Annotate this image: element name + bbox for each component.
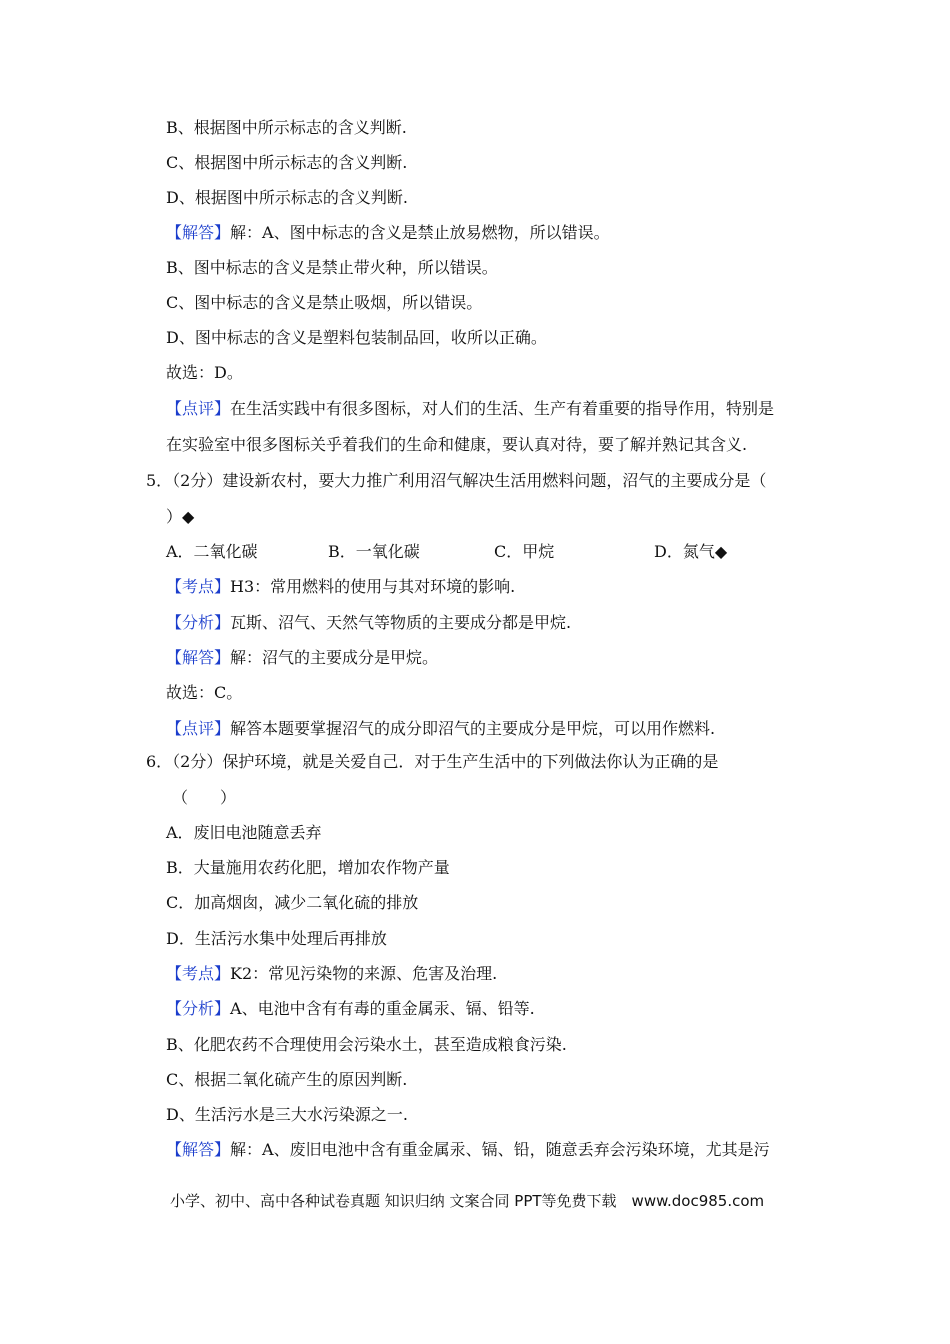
jieda-line <box>166 647 438 669</box>
q5-option-a: A．二氧化碳 <box>166 542 258 561</box>
question-6-stem-cont: （ ） <box>172 788 237 807</box>
fenxi-cont: C、根据二氧化硫产生的原因判断. <box>166 1070 408 1089</box>
fenxi-cont: B、化肥农药不合理使用会污染水土，甚至造成粮食污染. <box>166 1035 567 1054</box>
answer-text: 解：A、图中标志的含义是禁止放易燃物，所以错误。 <box>230 223 610 242</box>
question-5-stem-cont: ）◆ <box>166 507 195 526</box>
dianping-tag: 【点评】 <box>166 719 231 738</box>
jieda-text: 解：沼气的主要成分是甲烷。 <box>230 648 439 667</box>
fenxi-text: 瓦斯、沼气、天然气等物质的主要成分都是甲烷. <box>230 613 572 632</box>
fenxi-cont: D、生活污水是三大水污染源之一. <box>166 1105 408 1124</box>
q5-option-c: C．甲烷 <box>494 542 555 561</box>
q6-option-a: A．废旧电池随意丢弃 <box>166 823 322 842</box>
text-line: D、图中标志的含义是塑料包装制品回，收所以正确。 <box>166 328 547 347</box>
review-cont: 在实验室中很多图标关乎着我们的生命和健康，要认真对待，要了解并熟记其含义. <box>166 435 748 454</box>
jieda-tag: 【解答】 <box>166 648 231 667</box>
fenxi-line <box>166 998 535 1020</box>
kaodian-line <box>166 963 497 985</box>
q6-option-c: C．加高烟囱，减少二氧化硫的排放 <box>166 893 419 912</box>
choice-line: 故选：D。 <box>166 363 243 382</box>
fenxi-tag: 【分析】 <box>166 613 231 632</box>
kaodian-tag: 【考点】 <box>166 964 231 983</box>
q6-option-b: B．大量施用农药化肥，增加农作物产量 <box>166 858 450 877</box>
fenxi-tag: 【分析】 <box>166 999 231 1018</box>
kaodian-text: H3：常用燃料的使用与其对环境的影响. <box>230 577 516 596</box>
review-tag: 【点评】 <box>166 399 231 418</box>
jieda-tag: 【解答】 <box>166 1140 231 1159</box>
text-line: B、图中标志的含义是禁止带火种，所以错误。 <box>166 258 498 277</box>
review-text: 在生活实践中有很多图标，对人们的生活、生产有着重要的指导作用，特别是 <box>230 399 775 418</box>
kaodian-text: K2：常见污染物的来源、危害及治理. <box>230 964 498 983</box>
page-footer: 小学、初中、高中各种试卷真题 知识归纳 文案合同 PPT等免费下载 www.doc985.com <box>170 1192 765 1210</box>
answer-line <box>166 222 610 244</box>
q5-option-b: B．一氧化碳 <box>328 542 420 561</box>
question-6-stem: 6．（2分）保护环境，就是关爱自己．对于生产生活中的下列做法你认为正确的是 <box>146 752 719 771</box>
kaodian-tag: 【考点】 <box>166 577 231 596</box>
text-line: C、根据图中所示标志的含义判断. <box>166 153 408 172</box>
jieda-line <box>166 1139 770 1161</box>
text-line: D、根据图中所示标志的含义判断. <box>166 188 408 207</box>
fenxi-line <box>166 612 571 634</box>
kaodian-line <box>166 576 515 598</box>
question-5-stem: 5．（2分）建设新农村，要大力推广利用沼气解决生活用燃料问题，沼气的主要成分是（ <box>146 471 767 490</box>
answer-tag: 【解答】 <box>166 223 231 242</box>
choice-line: 故选：C。 <box>166 683 243 702</box>
dianping-line <box>166 718 715 740</box>
q6-option-d: D．生活污水集中处理后再排放 <box>166 929 387 948</box>
review-line <box>166 398 774 420</box>
text-line: B、根据图中所示标志的含义判断. <box>166 118 407 137</box>
q5-option-d: D．氮气◆ <box>654 542 728 561</box>
jieda-text: 解：A、废旧电池中含有重金属汞、镉、铅，随意丢弃会污染环境，尤其是污 <box>230 1140 770 1159</box>
dianping-text: 解答本题要掌握沼气的成分即沼气的主要成分是甲烷，可以用作燃料. <box>230 719 716 738</box>
fenxi-text: A、电池中含有有毒的重金属汞、镉、铅等. <box>230 999 535 1018</box>
text-line: C、图中标志的含义是禁止吸烟，所以错误。 <box>166 293 483 312</box>
